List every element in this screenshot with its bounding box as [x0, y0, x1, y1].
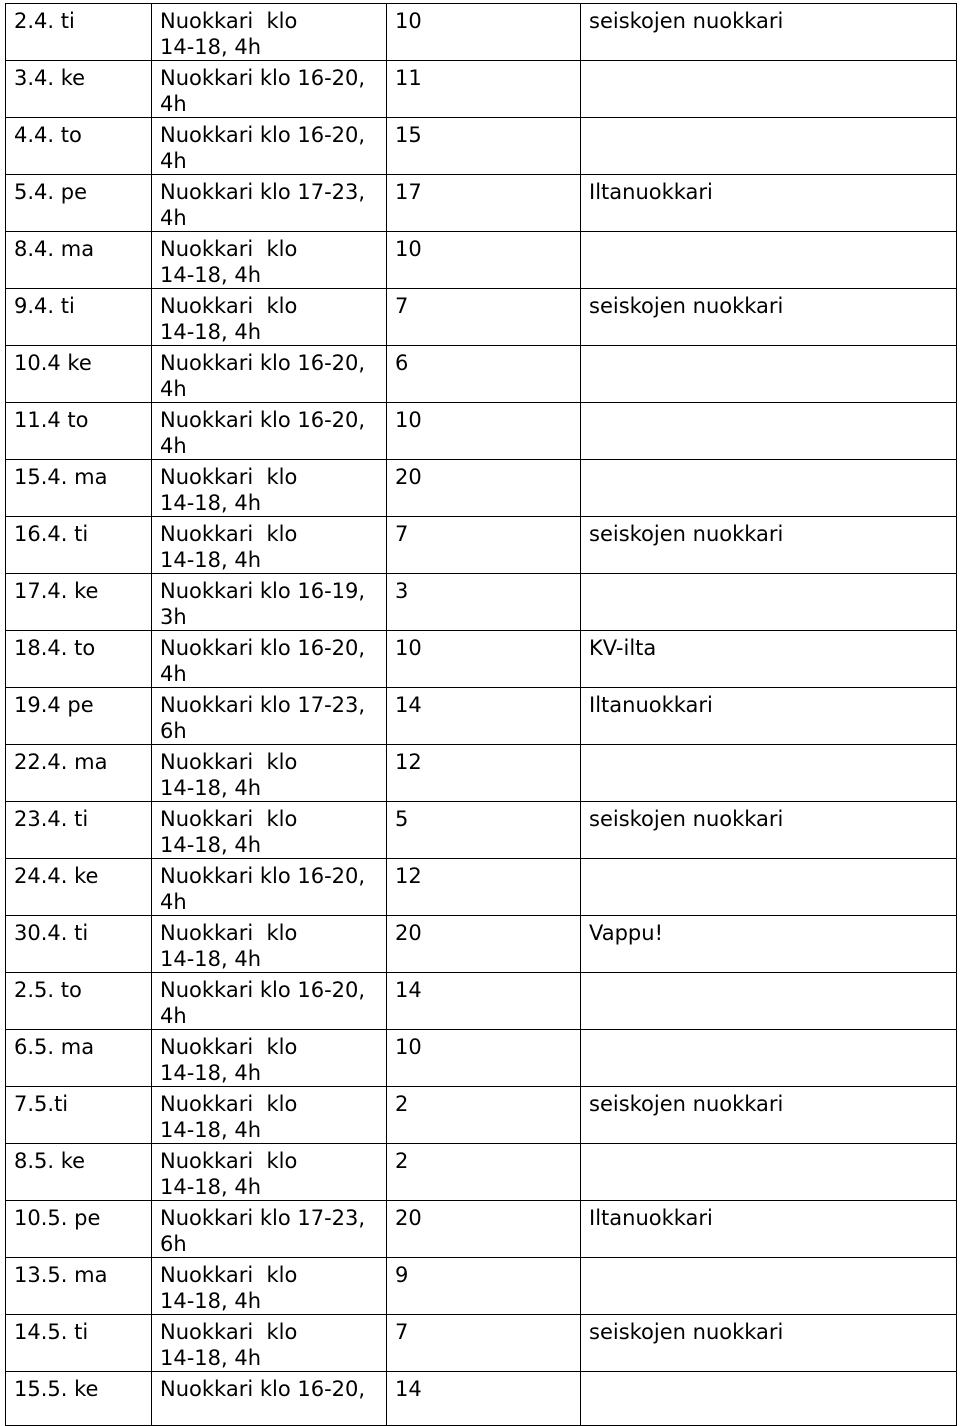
date-cell: [6, 1144, 152, 1201]
count-cell: [387, 1258, 581, 1315]
date-text: 19.4 pe: [14, 693, 94, 717]
date-cell: [6, 346, 152, 403]
count-cell: [387, 574, 581, 631]
table-row: [6, 1315, 957, 1372]
count-cell: [387, 1372, 581, 1426]
activity-line-2: 14-18, 4h: [160, 947, 262, 971]
count-text: 17: [395, 180, 422, 204]
activity-cell: [152, 1087, 387, 1144]
activity-cell: [152, 859, 387, 916]
note-text: seiskojen nuokkari: [589, 522, 784, 546]
count-cell: [387, 1201, 581, 1258]
table-row: [6, 346, 957, 403]
note-cell: [581, 118, 957, 175]
activity-line-2: 3h: [160, 605, 187, 629]
table-row: [6, 4, 957, 61]
date-text: 16.4. ti: [14, 522, 89, 546]
note-cell: [581, 1087, 957, 1144]
note-cell: [581, 1144, 957, 1201]
note-cell: [581, 1201, 957, 1258]
note-text: seiskojen nuokkari: [589, 1092, 784, 1116]
activity-cell: [152, 1315, 387, 1372]
count-cell: [387, 346, 581, 403]
count-cell: [387, 289, 581, 346]
date-text: 10.5. pe: [14, 1206, 101, 1230]
date-text: 17.4. ke: [14, 579, 99, 603]
note-cell: [581, 403, 957, 460]
note-text: Iltanuokkari: [589, 180, 713, 204]
activity-line-1: Nuokkari klo: [160, 237, 298, 261]
activity-line-1: Nuokkari klo: [160, 807, 298, 831]
activity-cell: [152, 745, 387, 802]
activity-cell: [152, 1201, 387, 1258]
note-cell: [581, 574, 957, 631]
table-row: [6, 232, 957, 289]
activity-line-2: 14-18, 4h: [160, 548, 262, 572]
note-cell: [581, 631, 957, 688]
activity-cell: [152, 916, 387, 973]
date-cell: [6, 289, 152, 346]
count-text: 20: [395, 921, 422, 945]
activity-line-1: Nuokkari klo 16-20,: [160, 864, 366, 888]
table-row: [6, 1030, 957, 1087]
activity-line-2: 14-18, 4h: [160, 1175, 262, 1199]
activity-line-1: Nuokkari klo 17-23,: [160, 1206, 366, 1230]
activity-line-1: Nuokkari klo 17-23,: [160, 180, 366, 204]
table-row: [6, 973, 957, 1030]
count-text: 14: [395, 978, 422, 1002]
date-cell: [6, 1372, 152, 1426]
note-text: Iltanuokkari: [589, 1206, 713, 1230]
date-cell: [6, 1087, 152, 1144]
date-cell: [6, 1315, 152, 1372]
activity-line-2: 4h: [160, 206, 187, 230]
count-cell: [387, 460, 581, 517]
count-text: 11: [395, 66, 422, 90]
date-text: 5.4. pe: [14, 180, 87, 204]
date-cell: [6, 517, 152, 574]
date-text: 2.4. ti: [14, 9, 75, 33]
count-text: 14: [395, 1377, 422, 1401]
activity-cell: [152, 403, 387, 460]
activity-cell: [152, 61, 387, 118]
note-cell: [581, 460, 957, 517]
activity-line-1: Nuokkari klo 16-20,: [160, 978, 366, 1002]
table-row: [6, 1087, 957, 1144]
activity-cell: [152, 517, 387, 574]
activity-line-1: Nuokkari klo: [160, 294, 298, 318]
count-cell: [387, 973, 581, 1030]
activity-line-2: 14-18, 4h: [160, 1346, 262, 1370]
activity-line-1: Nuokkari klo: [160, 921, 298, 945]
activity-cell: [152, 1030, 387, 1087]
count-text: 7: [395, 522, 409, 546]
activity-line-1: Nuokkari klo: [160, 1263, 298, 1287]
activity-cell: [152, 1258, 387, 1315]
count-text: 14: [395, 693, 422, 717]
activity-cell: [152, 175, 387, 232]
activity-cell: [152, 973, 387, 1030]
table-row: [6, 574, 957, 631]
activity-cell: [152, 688, 387, 745]
date-text: 23.4. ti: [14, 807, 89, 831]
date-cell: [6, 973, 152, 1030]
activity-line-2: 14-18, 4h: [160, 35, 262, 59]
note-cell: [581, 61, 957, 118]
activity-line-1: Nuokkari klo 17-23,: [160, 693, 366, 717]
date-text: 15.4. ma: [14, 465, 108, 489]
date-cell: [6, 916, 152, 973]
activity-line-1: Nuokkari klo: [160, 465, 298, 489]
activity-cell: [152, 802, 387, 859]
date-cell: [6, 4, 152, 61]
date-text: 24.4. ke: [14, 864, 99, 888]
activity-cell: [152, 460, 387, 517]
count-cell: [387, 118, 581, 175]
activity-cell: [152, 4, 387, 61]
date-text: 10.4 ke: [14, 351, 92, 375]
activity-line-1: Nuokkari klo: [160, 1149, 298, 1173]
date-cell: [6, 1030, 152, 1087]
activity-line-1: Nuokkari klo: [160, 9, 298, 33]
table-row: [6, 118, 957, 175]
count-cell: [387, 517, 581, 574]
activity-line-1: Nuokkari klo 16-20,: [160, 1377, 366, 1401]
date-cell: [6, 859, 152, 916]
date-text: 4.4. to: [14, 123, 82, 147]
date-text: 11.4 to: [14, 408, 89, 432]
count-text: 7: [395, 294, 409, 318]
date-text: 6.5. ma: [14, 1035, 95, 1059]
date-cell: [6, 1201, 152, 1258]
note-text: seiskojen nuokkari: [589, 807, 784, 831]
activity-line-2: 14-18, 4h: [160, 776, 262, 800]
note-cell: [581, 802, 957, 859]
activity-line-2: 4h: [160, 890, 187, 914]
schedule-body: [6, 4, 957, 1426]
table-row: [6, 1258, 957, 1315]
activity-line-2: 14-18, 4h: [160, 1289, 262, 1313]
activity-line-2: 14-18, 4h: [160, 1061, 262, 1085]
count-cell: [387, 916, 581, 973]
note-cell: [581, 1030, 957, 1087]
activity-line-2: 14-18, 4h: [160, 263, 262, 287]
count-text: 10: [395, 237, 422, 261]
count-text: 20: [395, 465, 422, 489]
note-cell: [581, 232, 957, 289]
activity-line-2: 4h: [160, 377, 187, 401]
count-cell: [387, 802, 581, 859]
count-cell: [387, 1315, 581, 1372]
count-cell: [387, 4, 581, 61]
date-cell: [6, 574, 152, 631]
date-text: 2.5. to: [14, 978, 82, 1002]
count-cell: [387, 859, 581, 916]
count-text: 10: [395, 1035, 422, 1059]
activity-cell: [152, 631, 387, 688]
date-cell: [6, 1258, 152, 1315]
date-cell: [6, 118, 152, 175]
count-text: 5: [395, 807, 409, 831]
count-text: 12: [395, 864, 422, 888]
date-text: 18.4. to: [14, 636, 96, 660]
note-cell: [581, 346, 957, 403]
note-cell: [581, 289, 957, 346]
count-cell: [387, 1030, 581, 1087]
count-cell: [387, 745, 581, 802]
date-text: 9.4. ti: [14, 294, 75, 318]
note-text: KV-ilta: [589, 636, 657, 660]
count-cell: [387, 1144, 581, 1201]
date-cell: [6, 403, 152, 460]
activity-cell: [152, 346, 387, 403]
note-cell: [581, 688, 957, 745]
activity-line-2: 4h: [160, 149, 187, 173]
activity-line-1: Nuokkari klo 16-20,: [160, 66, 366, 90]
count-text: 6: [395, 351, 409, 375]
activity-line-1: Nuokkari klo: [160, 1035, 298, 1059]
table-row: [6, 175, 957, 232]
activity-line-1: Nuokkari klo: [160, 1092, 298, 1116]
count-text: 10: [395, 9, 422, 33]
date-text: 30.4. ti: [14, 921, 89, 945]
date-text: 14.5. ti: [14, 1320, 89, 1344]
count-cell: [387, 175, 581, 232]
date-text: 15.5. ke: [14, 1377, 99, 1401]
count-cell: [387, 403, 581, 460]
table-row: [6, 1372, 957, 1426]
date-cell: [6, 802, 152, 859]
activity-cell: [152, 232, 387, 289]
table-row: [6, 517, 957, 574]
count-cell: [387, 688, 581, 745]
activity-line-1: Nuokkari klo 16-19,: [160, 579, 366, 603]
table-row: [6, 1144, 957, 1201]
count-text: 2: [395, 1149, 409, 1173]
date-text: 3.4. ke: [14, 66, 86, 90]
activity-cell: [152, 1372, 387, 1426]
count-cell: [387, 61, 581, 118]
activity-line-1: Nuokkari klo: [160, 522, 298, 546]
note-cell: [581, 1258, 957, 1315]
note-text: seiskojen nuokkari: [589, 9, 784, 33]
table-row: [6, 403, 957, 460]
date-cell: [6, 61, 152, 118]
note-cell: [581, 973, 957, 1030]
activity-cell: [152, 1144, 387, 1201]
note-cell: [581, 916, 957, 973]
count-text: 10: [395, 408, 422, 432]
activity-line-2: 14-18, 4h: [160, 320, 262, 344]
note-cell: [581, 517, 957, 574]
activity-line-2: 4h: [160, 434, 187, 458]
activity-cell: [152, 289, 387, 346]
activity-line-1: Nuokkari klo: [160, 750, 298, 774]
date-cell: [6, 232, 152, 289]
date-text: 13.5. ma: [14, 1263, 108, 1287]
table-row: [6, 688, 957, 745]
table-row: [6, 859, 957, 916]
note-cell: [581, 859, 957, 916]
activity-line-2: 4h: [160, 92, 187, 116]
activity-line-2: 4h: [160, 1004, 187, 1028]
count-text: 2: [395, 1092, 409, 1116]
count-text: 15: [395, 123, 422, 147]
activity-line-1: Nuokkari klo 16-20,: [160, 408, 366, 432]
date-text: 8.4. ma: [14, 237, 95, 261]
note-text: seiskojen nuokkari: [589, 294, 784, 318]
count-text: 12: [395, 750, 422, 774]
count-cell: [387, 232, 581, 289]
table-row: [6, 802, 957, 859]
count-text: 3: [395, 579, 409, 603]
table-row: [6, 916, 957, 973]
table-row: [6, 61, 957, 118]
table-row: [6, 289, 957, 346]
date-cell: [6, 745, 152, 802]
table-row: [6, 1201, 957, 1258]
count-text: 7: [395, 1320, 409, 1344]
date-text: 22.4. ma: [14, 750, 108, 774]
activity-cell: [152, 118, 387, 175]
count-cell: [387, 1087, 581, 1144]
date-cell: [6, 631, 152, 688]
table-row: [6, 631, 957, 688]
count-text: 9: [395, 1263, 409, 1287]
activity-cell: [152, 574, 387, 631]
schedule-table: [5, 3, 957, 1426]
count-text: 10: [395, 636, 422, 660]
note-cell: [581, 175, 957, 232]
table-row: [6, 460, 957, 517]
date-cell: [6, 175, 152, 232]
date-text: 7.5.ti: [14, 1092, 69, 1116]
activity-line-2: 6h: [160, 719, 187, 743]
note-text: seiskojen nuokkari: [589, 1320, 784, 1344]
activity-line-1: Nuokkari klo 16-20,: [160, 351, 366, 375]
note-cell: [581, 4, 957, 61]
activity-line-2: 6h: [160, 1232, 187, 1256]
table-row: [6, 745, 957, 802]
note-cell: [581, 1372, 957, 1426]
activity-line-2: 14-18, 4h: [160, 833, 262, 857]
count-text: 20: [395, 1206, 422, 1230]
note-text: Vappu!: [589, 921, 663, 945]
note-cell: [581, 745, 957, 802]
activity-line-2: 4h: [160, 662, 187, 686]
activity-line-1: Nuokkari klo: [160, 1320, 298, 1344]
date-cell: [6, 460, 152, 517]
note-cell: [581, 1315, 957, 1372]
activity-line-2: 14-18, 4h: [160, 1118, 262, 1142]
date-text: 8.5. ke: [14, 1149, 86, 1173]
activity-line-2: 14-18, 4h: [160, 491, 262, 515]
activity-line-1: Nuokkari klo 16-20,: [160, 123, 366, 147]
activity-line-1: Nuokkari klo 16-20,: [160, 636, 366, 660]
date-cell: [6, 688, 152, 745]
note-text: Iltanuokkari: [589, 693, 713, 717]
count-cell: [387, 631, 581, 688]
